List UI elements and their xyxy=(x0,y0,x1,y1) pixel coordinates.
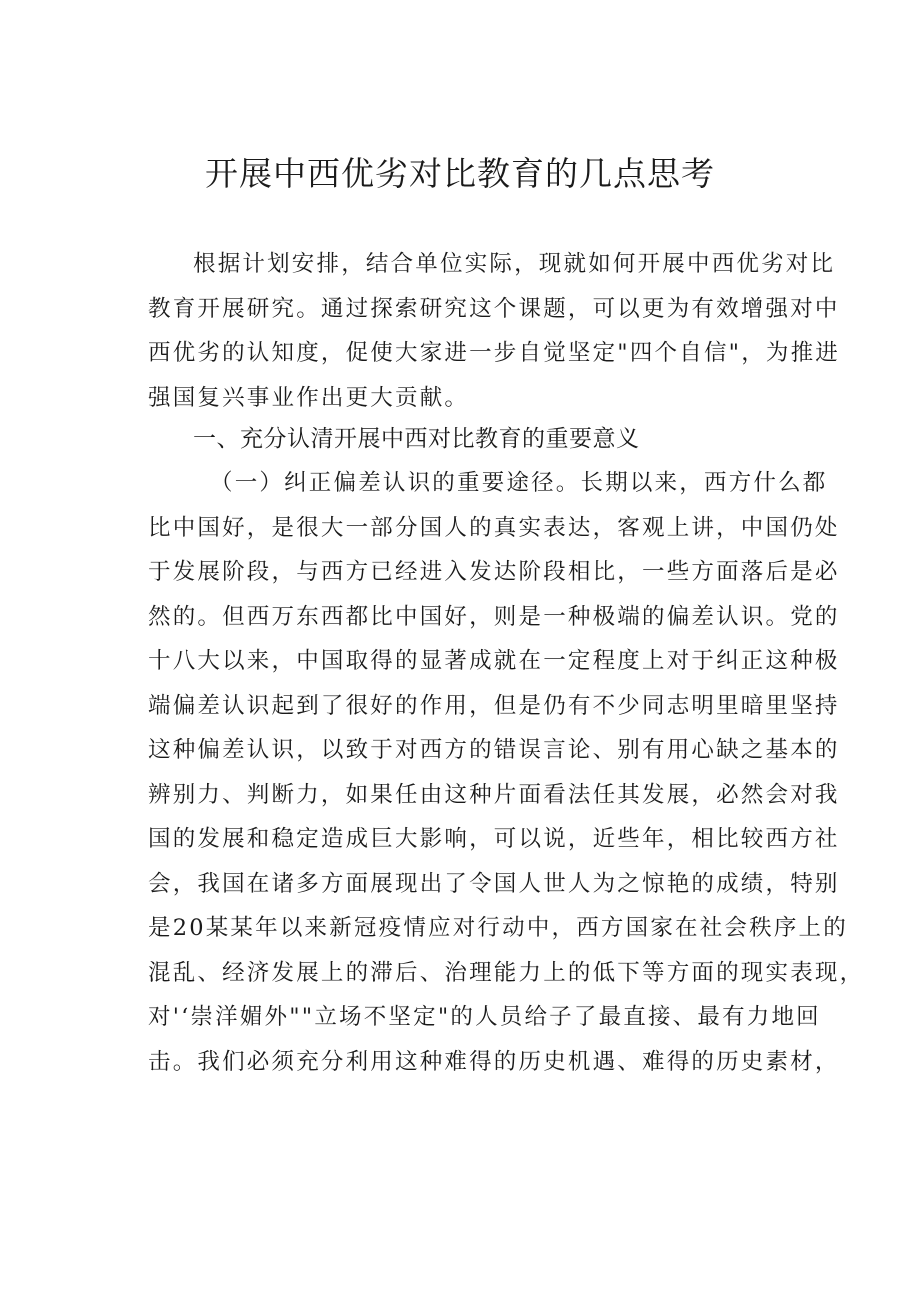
paragraph-line: 比中国好，是很大一部分国人的真实表达，客观上讲，中国仍处 xyxy=(148,514,840,541)
paragraph-line: （一）纠正偏差认识的重要途径。长期以来，西方什么都 xyxy=(210,470,828,496)
paragraph-line: 是20某某年以来新冠疫情应对行动中，西方国家在社会秩序上的 xyxy=(148,915,848,941)
paragraph-line: 国的发展和稳定造成巨大影响，可以说，近些年，相比较西方社 xyxy=(148,826,840,852)
paragraph-line: 会，我国在诸多方面展现出了令国人世人为之惊艳的成绩，特别 xyxy=(148,870,840,897)
paragraph-line: 十八大以来，中国取得的显著成就在一定程度上对于纠正这种极 xyxy=(148,648,840,674)
paragraph-line: 于发展阶段，与西方已经进入发达阶段相比，一些方面落后是必 xyxy=(148,559,840,585)
paragraph-line: 对'‘崇洋媚外""立场不坚定"的人员给子了最直接、最有力地回 xyxy=(148,1004,821,1030)
section-heading: 一、充分认清开展中西对比教育的重要意义 xyxy=(193,426,640,452)
paragraph-line: 教育开展研究。通过探索研究这个课题，可以更为有效增强对中 xyxy=(148,295,840,322)
paragraph-line: 强国复兴事业作出更大贡献。 xyxy=(148,384,470,411)
paragraph-line: 西优劣的认知度，促使大家进一步自觉坚定"四个自信"，为推进 xyxy=(148,340,840,366)
body-paragraph xyxy=(148,461,865,1084)
paragraph-line: 这种偏差认识，以致于对西方的错误言论、别有用心缺之基本的 xyxy=(148,737,840,763)
paragraph-line: 端偏差认识起到了很好的作用，但是仍有不少同志明里暗里坚持 xyxy=(148,692,840,719)
intro-paragraph xyxy=(148,242,840,420)
paragraph-line: 然的。但西万东西都比中国好，则是一种极端的偏差认识。党的 xyxy=(148,603,840,630)
paragraph-line: 混乱、经济发展上的滞后、治理能力上的低下等方面的现实表现， xyxy=(148,959,865,986)
paragraph-line: 击。我们必须充分利用这种难得的历史机遇、难得的历史素材， xyxy=(148,1048,840,1075)
paragraph-line: 根据计划安排，结合单位实际，现就如何开展中西优劣对比 xyxy=(193,251,836,277)
document-title: 开展中西优劣对比教育的几点思考 xyxy=(205,154,715,193)
paragraph-line: 辨别力、判断力，如果任由这种片面看法任其发展，必然会对我 xyxy=(148,781,840,808)
